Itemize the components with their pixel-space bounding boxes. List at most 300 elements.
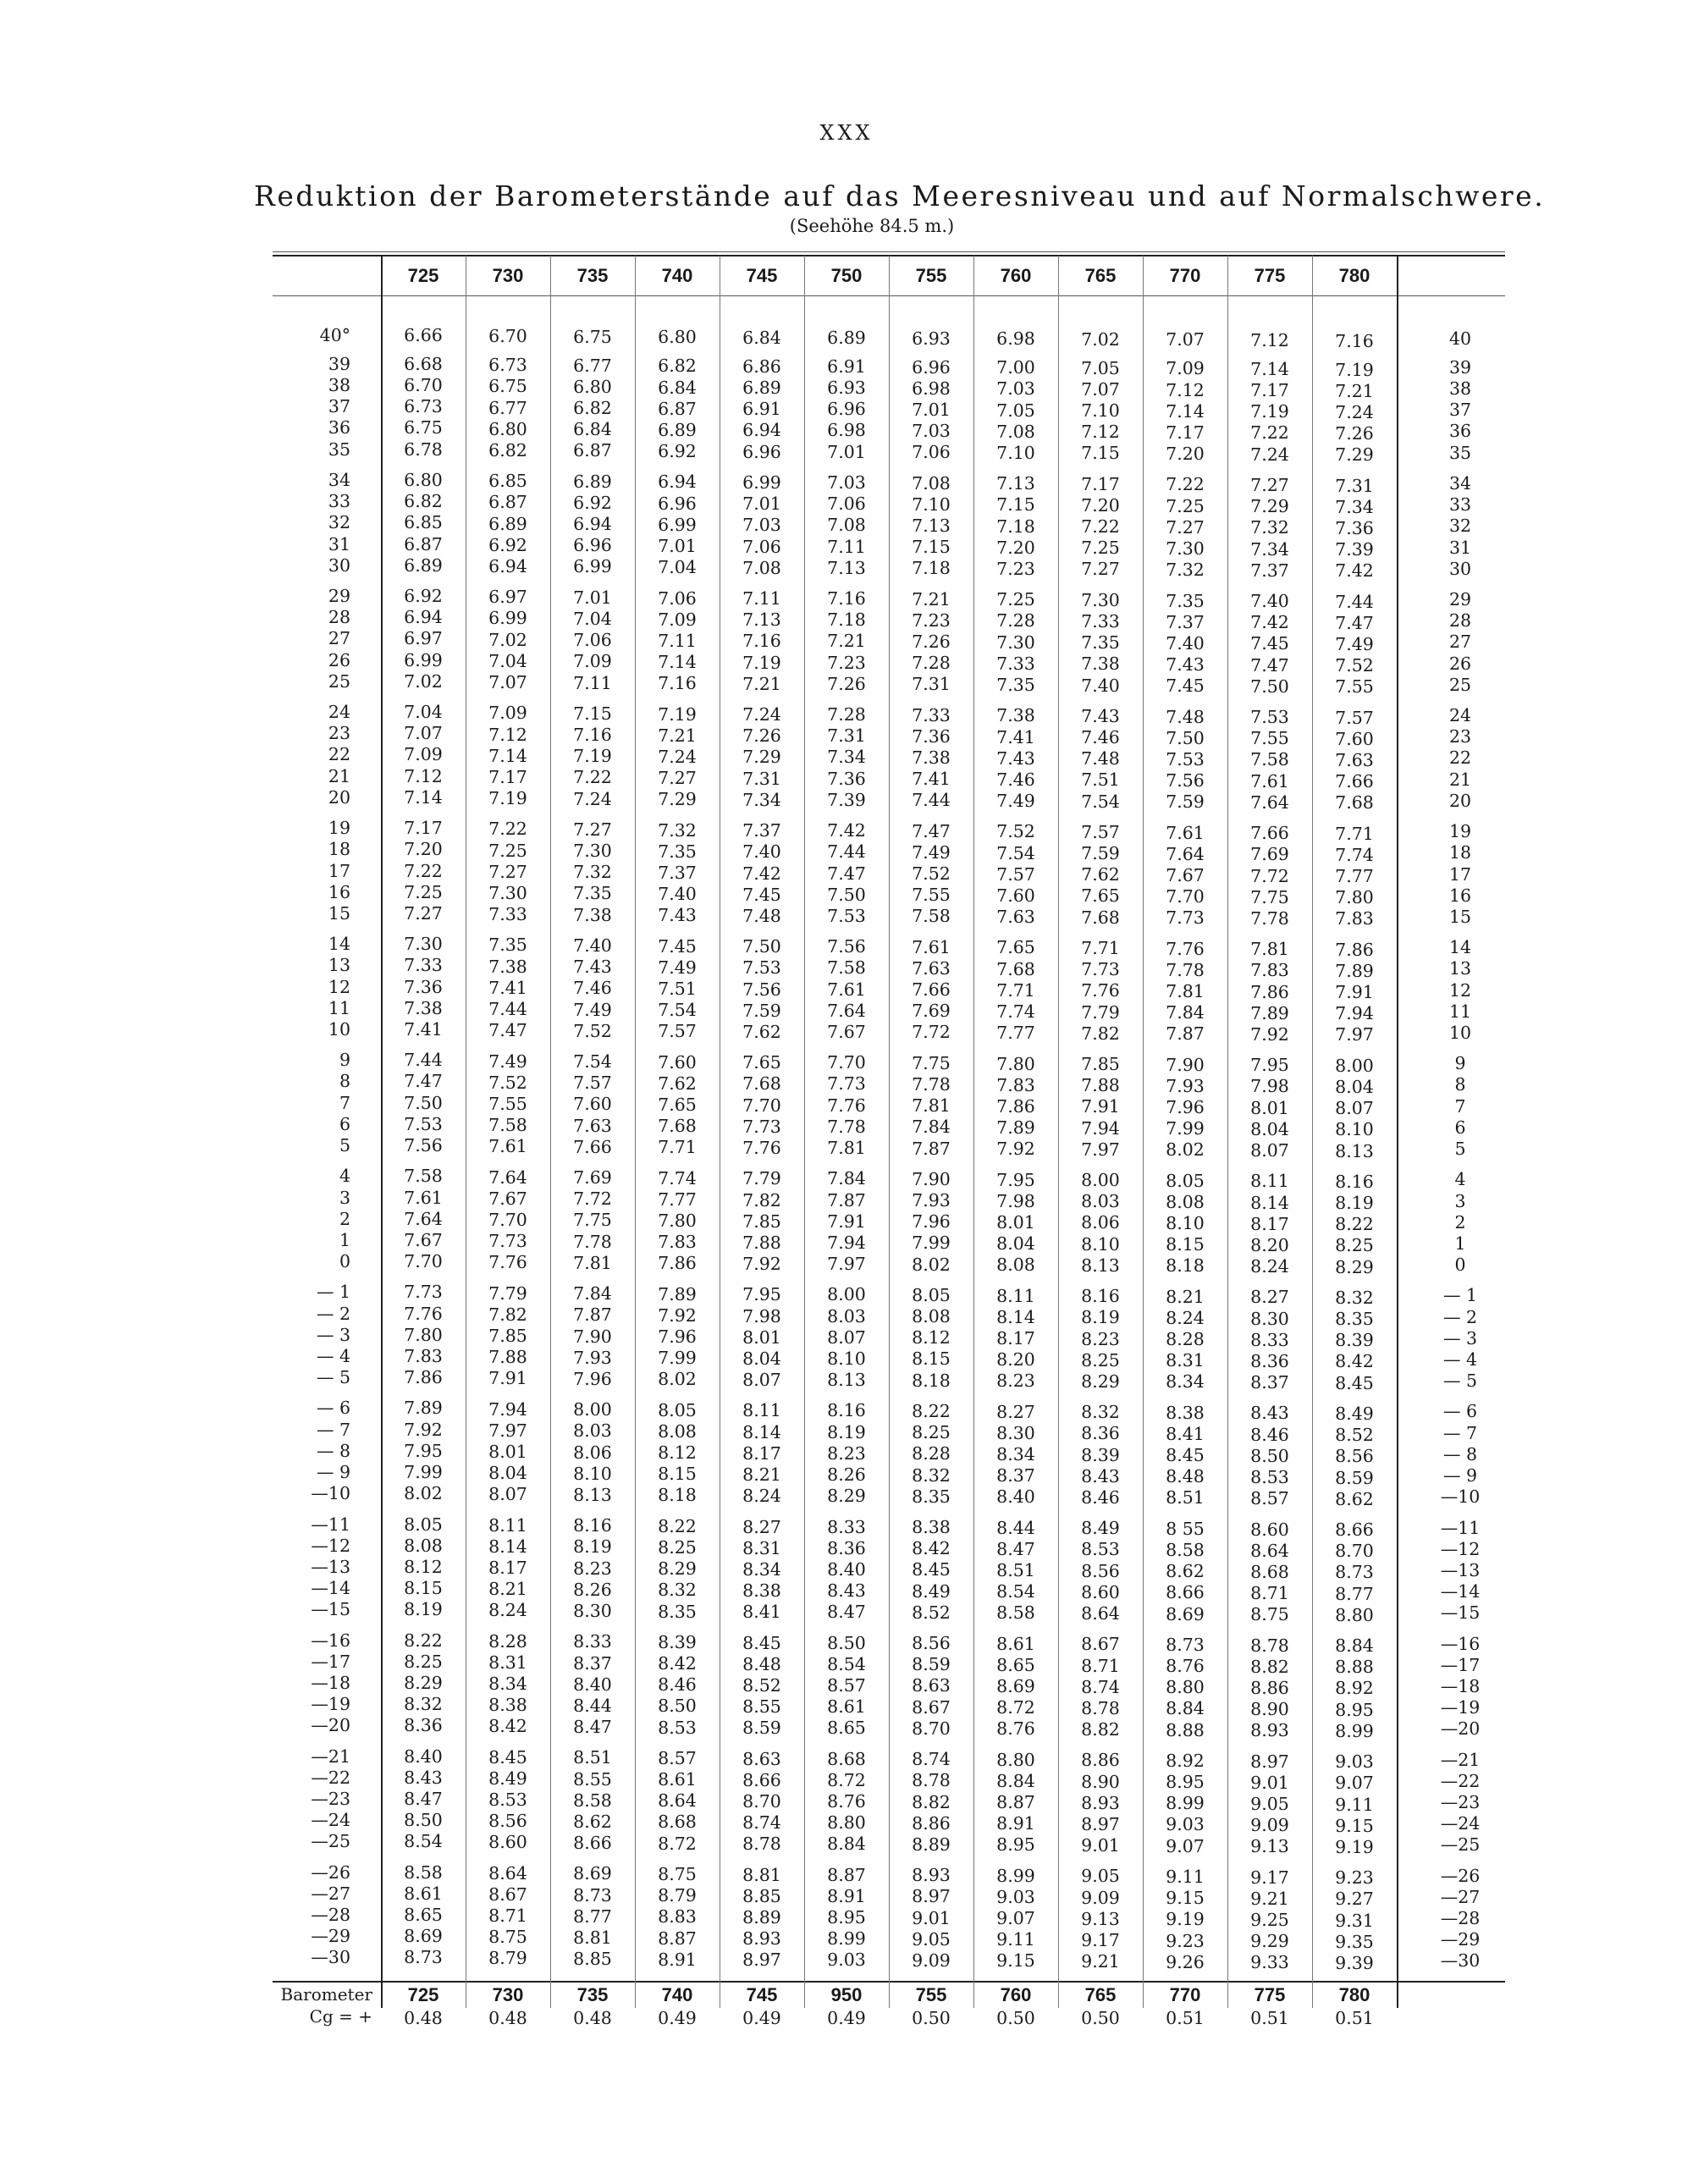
table-cell: 7.27 [1166,516,1205,538]
table-cell: 7.42 [1250,612,1289,633]
table-cell: 7.67 [827,1021,866,1042]
row-label-right: 2 [1454,1211,1466,1233]
table-cell: 9.01 [912,1907,951,1928]
table-cell: 7.19 [1335,359,1374,380]
table-cell: 7.13 [742,609,781,631]
table-cell: 8.73 [404,1947,443,1968]
table-cell: 7.54 [1081,791,1120,812]
table-cell: 7.44 [488,998,527,1019]
table-cell: 7.10 [912,494,951,515]
row-label-right: —10 [1440,1486,1481,1508]
table-cell: 8.73 [573,1884,612,1905]
table-cell: 7.29 [658,789,697,810]
table-cell: 7.87 [573,1304,612,1326]
row-label-left: 2 [339,1208,350,1229]
table-cell: 8.61 [404,1883,443,1904]
table-cell: 8.60 [1250,1519,1289,1540]
table-cell: 7.23 [827,652,866,673]
table-cell: 8.33 [827,1516,866,1537]
table-cell: 7.81 [1250,939,1289,960]
barometer-value: 725 [407,1984,439,2005]
table-cell: 6.92 [658,441,697,461]
table-cell: 8.57 [827,1674,866,1696]
table-cell: 7.30 [996,631,1035,653]
table-cell: 8.29 [658,1558,697,1580]
row-label-left: 25 [328,670,350,692]
column-header-725: 725 [407,265,439,286]
row-label-left: 32 [328,512,350,533]
table-cell: 6.96 [658,493,697,514]
table-cell: 8.95 [1335,1699,1374,1720]
table-cell: 8.39 [1081,1444,1120,1465]
table-cell: 8.02 [404,1483,443,1504]
table-cell: 7.98 [1250,1076,1289,1097]
table-cell: 8.30 [996,1422,1035,1443]
row-label-right: —29 [1440,1929,1481,1950]
table-cell: 8.07 [1250,1139,1289,1161]
table-cell: 8.29 [1081,1371,1120,1392]
row-label-left: 1 [339,1229,350,1250]
table-cell: 7.22 [1166,474,1205,495]
table-cell: 8.31 [488,1652,527,1673]
table-cell: 7.53 [404,1113,443,1134]
table-cell: 7.50 [1166,727,1205,748]
table-cell: 6.99 [658,514,697,535]
table-cell: 8.74 [742,1812,781,1834]
row-label-left: —10 [311,1483,350,1504]
table-cell: 7.59 [1081,843,1120,864]
table-cell: 8.33 [573,1631,612,1652]
table-cell: 7.77 [996,1023,1035,1044]
table-cell: 8.16 [573,1515,612,1536]
row-label-left: 37 [328,396,350,417]
row-label-right: —27 [1440,1886,1481,1907]
table-cell: 7.84 [912,1117,951,1138]
row-label-left: 28 [328,607,350,628]
table-cell: 8.95 [1166,1772,1205,1793]
table-cell: 8.54 [827,1653,866,1674]
table-cell: 8.91 [658,1949,697,1970]
column-header-735: 735 [576,265,609,286]
table-cell: 8.50 [827,1632,866,1653]
table-cell: 7.95 [404,1440,443,1461]
row-label-right: —25 [1440,1834,1481,1856]
table-cell: 8.66 [742,1769,781,1790]
row-label-right: —21 [1440,1749,1481,1770]
table-cell: 6.87 [658,398,697,419]
row-label-left: 5 [339,1134,350,1155]
table-cell: 7.16 [742,631,781,652]
row-label-left: 23 [328,723,350,744]
table-cell: 8.81 [742,1864,781,1885]
table-cell: 8.00 [573,1399,612,1420]
table-cell: 7.03 [827,472,866,494]
row-label-right: 36 [1448,421,1472,442]
table-cell: 8.59 [1335,1467,1374,1488]
table-cell: 8.42 [1335,1351,1374,1372]
table-cell: 7.05 [1081,357,1120,378]
table-cell: 8.69 [1166,1603,1205,1624]
table-cell: 7.60 [573,1094,612,1115]
table-cell: 7.73 [1166,907,1205,929]
table-cell: 7.14 [1250,359,1289,379]
table-cell: 8.56 [1081,1560,1120,1581]
table-cell: 8.58 [573,1790,612,1811]
row-label-right: 35 [1448,442,1472,463]
table-cell: 7.37 [658,862,697,883]
table-cell: 7.01 [742,494,781,515]
table-cell: 7.79 [488,1282,527,1304]
row-label-left: 35 [328,438,350,460]
row-label-left: 27 [328,628,350,649]
table-cell: 8.71 [488,1905,527,1927]
table-cell: 8.11 [1250,1171,1289,1192]
column-rule [1058,256,1059,2008]
table-cell: 7.34 [742,789,781,810]
table-cell: 7.27 [488,861,527,882]
table-cell: 8.56 [1335,1446,1374,1467]
table-cell: 7.17 [488,766,527,787]
table-cell: 8.27 [1250,1287,1289,1308]
table-cell: 8.14 [1250,1192,1289,1213]
row-label-left: — 1 [316,1282,350,1303]
table-cell: 8.15 [404,1577,443,1598]
table-cell: 7.75 [573,1210,612,1231]
table-cell: 7.12 [488,724,527,745]
table-cell: 8.10 [1166,1213,1205,1234]
barometer-value: 730 [492,1984,524,2005]
table-cell: 8.14 [742,1421,781,1442]
table-cell: 8.68 [1250,1561,1289,1582]
table-cell: 8.45 [912,1559,951,1580]
table-cell: 7.24 [658,746,697,767]
table-cell: 7.68 [1335,792,1374,813]
table-cell: 8.10 [1081,1233,1120,1255]
table-cell: 8.97 [742,1950,781,1971]
table-cell: 8.22 [912,1401,951,1422]
table-cell: 8.91 [996,1813,1035,1834]
table-cell: 7.49 [573,999,612,1020]
column-header-760: 760 [1000,265,1032,286]
row-label-left: —25 [311,1831,350,1852]
table-cell: 8.63 [912,1675,951,1696]
table-cell: 7.33 [912,704,951,725]
table-cell: 7.08 [996,421,1035,442]
table-cell: 8.42 [658,1653,697,1674]
table-cell: 8.60 [1081,1581,1120,1602]
table-cell: 7.53 [1250,707,1289,728]
table-cell: 7.15 [573,703,612,724]
table-cell: 8.40 [996,1486,1035,1508]
table-cell: 8.67 [912,1696,951,1718]
table-cell: 8.06 [573,1442,612,1463]
table-cell: 9.39 [1335,1952,1374,1973]
table-cell: 7.34 [1335,496,1374,517]
table-cell: 7.38 [996,705,1035,726]
table-cell: 7.28 [912,653,951,674]
row-label-left: —26 [311,1861,350,1883]
table-cell: 7.50 [742,936,781,957]
page-subtitle: (Seehöhe 84.5 m.) [789,216,955,236]
cg-value: 0.49 [658,2008,697,2028]
table-cell: 7.92 [404,1419,443,1440]
table-cell: 8.34 [742,1558,781,1580]
table-cell: 6.91 [742,399,781,420]
row-label-left: 18 [328,839,350,860]
table-cell: 9.33 [1250,1952,1289,1973]
table-cell: 6.98 [912,378,951,399]
table-cell: 8.70 [912,1718,951,1739]
table-cell: 8.32 [658,1580,697,1601]
table-cell: 8.02 [658,1369,697,1390]
table-cell: 7.23 [912,609,951,631]
table-cell: 8.14 [996,1306,1035,1327]
table-cell: 8.01 [488,1441,527,1462]
table-cell: 7.63 [1335,750,1374,771]
table-cell: 7.96 [573,1368,612,1389]
table-cell: 7.90 [1166,1054,1205,1075]
table-cell: 8.01 [742,1326,781,1348]
table-cell: 7.93 [1166,1075,1205,1096]
table-cell: 9.13 [1081,1908,1120,1929]
row-label-right: —12 [1440,1538,1481,1559]
table-cell: 8.10 [1335,1119,1374,1140]
table-cell: 8.12 [912,1327,951,1348]
table-cell: 7.21 [658,725,697,746]
table-cell: 7.05 [996,400,1035,421]
table-cell: 8.03 [1081,1191,1120,1212]
table-cell: 9.27 [1335,1889,1374,1910]
table-cell: 8.82 [1081,1718,1120,1740]
table-cell: 8.42 [488,1716,527,1737]
table-cell: 9.23 [1335,1867,1374,1889]
table-cell: 8.56 [912,1633,951,1654]
table-cell: 7.49 [658,957,697,978]
column-rule [804,256,805,2008]
table-cell: 8.67 [1081,1634,1120,1655]
row-label-left: 11 [328,997,350,1018]
table-cell: 8.59 [742,1718,781,1739]
table-cell: 7.09 [573,651,612,672]
row-label-left: 38 [328,375,350,396]
table-cell: 8.41 [742,1602,781,1623]
table-cell: 8.65 [404,1904,443,1925]
column-rule [550,256,551,2008]
table-cell: 6.96 [573,535,612,556]
table-cell: 6.66 [404,325,443,345]
table-cell: 8.76 [1166,1656,1205,1677]
table-cell: 7.61 [1166,822,1205,843]
table-cell: 7.64 [1250,791,1289,813]
table-cell: 7.07 [404,723,443,744]
table-cell: 7.82 [1081,1023,1120,1044]
table-cell: 8.82 [912,1791,951,1812]
table-cell: 7.40 [1166,632,1205,654]
table-cell: 9.21 [1250,1888,1289,1909]
table-cell: 7.69 [573,1167,612,1189]
table-cell: 7.11 [827,536,866,557]
table-cell: 8.87 [996,1792,1035,1813]
row-label-left: — 2 [316,1303,350,1324]
table-cell: 8.13 [827,1370,866,1390]
row-label-right: —28 [1440,1907,1481,1928]
table-cell: 8.13 [1335,1140,1374,1161]
table-cell: 7.49 [488,1051,527,1072]
table-cell: 7.83 [996,1074,1035,1095]
table-cell: 9.09 [912,1950,951,1971]
table-cell: 8.97 [1081,1813,1120,1834]
table-cell: 8.84 [1166,1698,1205,1719]
row-label-right: 34 [1448,473,1472,494]
table-cell: 7.09 [488,703,527,724]
table-cell: 7.41 [912,769,951,790]
table-cell: 8.11 [488,1514,527,1536]
table-cell: 7.30 [573,841,612,862]
table-cell: 9.19 [1166,1909,1205,1930]
cg-value: 0.50 [1081,2008,1120,2028]
table-cell: 6.87 [573,440,612,461]
table-cell: 7.23 [996,558,1035,579]
row-label-right: 38 [1448,378,1472,400]
table-cell: 7.73 [827,1073,866,1095]
column-rule [1227,256,1228,2008]
table-cell: 7.15 [912,537,951,558]
row-label-left: — 8 [316,1440,350,1461]
table-cell: 6.70 [404,375,443,396]
table-cell: 6.98 [996,328,1035,350]
table-cell: 8.05 [912,1285,951,1305]
table-cell: 7.50 [1250,676,1289,697]
table-cell: 8.21 [1166,1286,1205,1307]
table-cell: 6.94 [404,607,443,628]
table-cell: 7.75 [912,1052,951,1073]
table-cell: 7.78 [1166,959,1205,980]
table-cell: 9.07 [1166,1835,1205,1856]
table-cell: 6.92 [404,586,443,607]
table-cell: 9.23 [1166,1930,1205,1951]
table-cell: 8.19 [1335,1193,1374,1214]
table-cell: 7.74 [658,1167,697,1189]
table-cell: 7.28 [996,610,1035,631]
table-cell: 7.38 [912,747,951,769]
cg-value: 0.48 [573,2008,612,2028]
table-cell: 8.87 [827,1864,866,1885]
table-cell: 7.21 [912,588,951,609]
cg-label: Cg = + [309,2006,372,2027]
table-cell: 7.26 [827,673,866,694]
row-label-left: 29 [328,586,350,607]
table-cell: 7.61 [1250,770,1289,791]
table-cell: 7.58 [488,1114,527,1135]
row-label-left: 31 [328,533,350,554]
table-cell: 7.19 [573,746,612,767]
table-cell: 8.58 [1166,1540,1205,1561]
table-cell: 7.27 [404,902,443,924]
table-cell: 7.22 [1081,516,1120,538]
table-cell: 9.09 [1250,1815,1289,1836]
table-cell: 8.75 [658,1864,697,1885]
table-cell: 7.68 [996,958,1035,979]
table-cell: 7.54 [658,1000,697,1021]
table-cell: 7.07 [1081,378,1120,400]
cg-value: 0.48 [404,2008,443,2028]
table-cell: 7.44 [404,1050,443,1071]
table-cell: 8.75 [488,1927,527,1948]
table-cell: 6.86 [742,356,781,377]
column-header-780: 780 [1338,265,1370,286]
row-label-right: 18 [1448,842,1472,863]
table-cell: 7.39 [827,789,866,810]
table-cell: 8.01 [1250,1097,1289,1118]
table-cell: 7.57 [1335,707,1374,728]
table-cell: 8.07 [827,1326,866,1348]
table-cell: 8.68 [658,1812,697,1833]
table-cell: 7.49 [996,790,1035,811]
row-label-left: —30 [311,1947,350,1968]
table-cell: 7.27 [1250,475,1289,496]
table-cell: 7.38 [573,904,612,925]
row-label-right: —15 [1440,1602,1481,1624]
table-cell: 8.46 [658,1674,697,1696]
table-cell: 8.53 [1081,1539,1120,1560]
table-cell: 8.51 [996,1560,1035,1580]
row-label-right: 10 [1448,1022,1472,1043]
table-cell: 8.78 [1081,1697,1120,1718]
table-cell: 8.25 [1081,1349,1120,1371]
row-label-left: —18 [311,1672,350,1693]
table-cell: 7.44 [827,841,866,863]
table-cell: 7.40 [658,884,697,905]
table-cell: 8.03 [827,1305,866,1326]
table-cell: 8.20 [996,1349,1035,1371]
table-cell: 7.87 [1166,1023,1205,1045]
table-cell: 7.51 [658,978,697,999]
table-cell: 7.52 [488,1072,527,1093]
row-label-left: 7 [339,1092,350,1113]
table-cell: 8.65 [827,1718,866,1739]
row-label-right: 22 [1448,747,1472,769]
column-rule [1312,256,1313,2008]
table-cell: 7.97 [1335,1024,1374,1045]
row-label-right: 40 [1448,328,1472,349]
cg-value: 0.50 [996,2008,1035,2028]
table-cell: 7.96 [1166,1097,1205,1117]
table-cell: 7.77 [1335,866,1374,887]
table-cell: 7.91 [827,1211,866,1232]
row-label-left: 34 [328,470,350,491]
table-cell: 8.15 [1166,1234,1205,1255]
table-cell: 8.04 [996,1233,1035,1254]
table-cell: 7.47 [1250,654,1289,676]
table-cell: 6.80 [488,418,527,439]
table-cell: 7.92 [1250,1023,1289,1045]
table-cell: 7.29 [1250,496,1289,517]
table-cell: 8.12 [404,1556,443,1577]
row-label-right: 3 [1454,1190,1466,1211]
table-cell: 7.37 [1166,611,1205,632]
table-cell: 7.17 [1166,422,1205,443]
table-cell: 8.40 [404,1746,443,1767]
row-label-right: 19 [1448,821,1472,842]
table-cell: 7.97 [488,1420,527,1441]
table-cell: 8.70 [742,1790,781,1812]
table-cell: 7.94 [1081,1117,1120,1139]
row-label-right: —14 [1440,1580,1481,1602]
table-cell: 8.08 [996,1255,1035,1276]
column-rule [635,256,636,2008]
table-cell: 8.04 [1250,1118,1289,1139]
table-cell: 7.08 [742,557,781,578]
